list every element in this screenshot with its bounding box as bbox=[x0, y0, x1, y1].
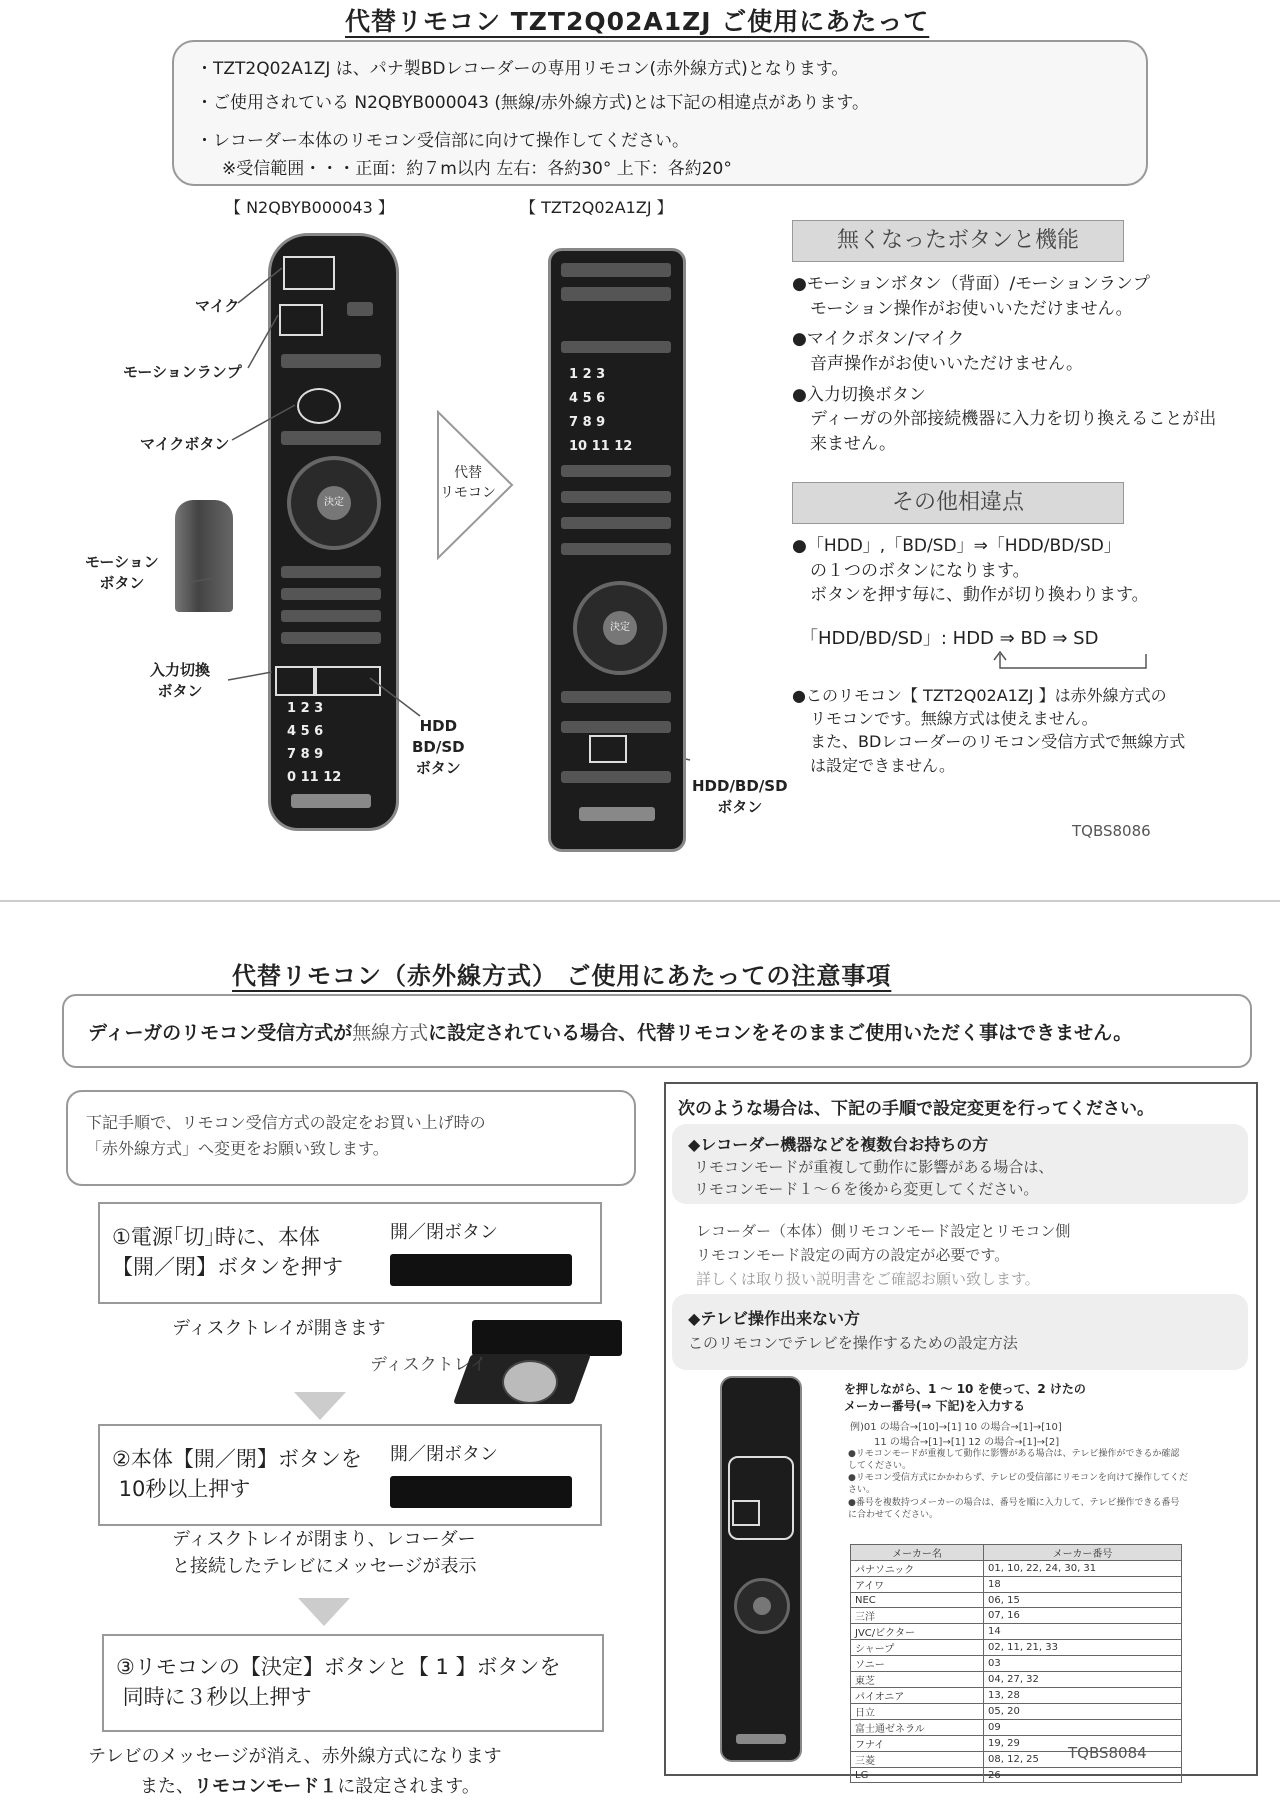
case-1-line: リモコンモード１～６を後から変更してください。 bbox=[694, 1180, 1039, 1198]
intro-line: 「赤外線方式」へ変更をお願い致します。 bbox=[86, 1139, 389, 1158]
maker-row bbox=[851, 1608, 1182, 1624]
down-arrow bbox=[298, 1598, 350, 1626]
label-mic-button: マイクボタン bbox=[140, 435, 230, 453]
case-1-box bbox=[672, 1124, 1248, 1204]
notice-line: ・ご使用されている N2QBYB000043 (無線/赤外線方式)とは下記の相違点があります。 bbox=[196, 93, 870, 113]
maker-col-header: メーカー名 bbox=[851, 1545, 984, 1561]
top-code: TQBS8086 bbox=[1072, 822, 1151, 840]
maker-row bbox=[851, 1704, 1182, 1720]
settings-panel bbox=[664, 1082, 1258, 1781]
maker-row bbox=[851, 1768, 1182, 1783]
tray-label: ディスクトレイ bbox=[370, 1355, 487, 1375]
step-2 bbox=[98, 1424, 602, 1526]
maker-row bbox=[851, 1672, 1182, 1688]
maker-name-cell: フナイ bbox=[851, 1736, 984, 1752]
maker-number-cell: 26 bbox=[984, 1768, 1182, 1783]
maker-name-cell: 三洋 bbox=[851, 1608, 984, 1624]
down-arrow bbox=[294, 1392, 346, 1420]
cycle-text: 「HDD/BD/SD」: HDD ⇒ BD ⇒ SD bbox=[800, 628, 1099, 649]
step-1-button-label: 開／閉ボタン bbox=[390, 1222, 498, 1243]
remote-tzt2q02a1zj: 1 2 3 4 5 6 7 8 9 10 11 12 決定 bbox=[548, 248, 686, 852]
hdd-bd-sd-highlight-right bbox=[589, 735, 627, 763]
tv-instruction-line: メーカー番号(⇒ 下記)を入力する bbox=[844, 1399, 1025, 1413]
section2-item2-text: また、BDレコーダーのリモコン受信方式で無線方式 bbox=[810, 732, 1186, 752]
maker-number-cell: 18 bbox=[984, 1577, 1182, 1593]
case-1-note: リモコンモード設定の両方の設定が必要です。 bbox=[696, 1246, 1010, 1264]
maker-name-cell: 日立 bbox=[851, 1704, 984, 1720]
maker-row bbox=[851, 1656, 1182, 1672]
section1-item-body: モーション操作がお使いいただけません。 bbox=[810, 298, 1133, 319]
maker-number-cell: 14 bbox=[984, 1624, 1182, 1640]
maker-row bbox=[851, 1624, 1182, 1640]
case-1-title: ◆レコーダー機器などを複数台お持ちの方 bbox=[688, 1135, 989, 1154]
case-1-note: レコーダー（本体）側リモコンモード設定とリモコン側 bbox=[696, 1222, 1071, 1240]
final-text-bold: リモコンモード１ bbox=[194, 1776, 338, 1797]
section1-item-body: 音声操作がお使いいただけません。 bbox=[810, 353, 1084, 374]
maker-number-cell: 01, 10, 22, 24, 30, 31 bbox=[984, 1561, 1182, 1577]
section1-item-head: ●マイクボタン/マイク bbox=[792, 329, 965, 350]
recorder-image bbox=[390, 1254, 572, 1286]
step-3 bbox=[102, 1634, 604, 1732]
maker-number-cell: 08, 12, 25 bbox=[984, 1752, 1182, 1768]
tv-notes bbox=[848, 1448, 1188, 1521]
maker-row bbox=[851, 1640, 1182, 1656]
tv-example-line: 例)01 の場合→[10]→[1] 10 の場合→[1]→[10] bbox=[850, 1422, 1062, 1433]
notice-line: ※受信範囲・・・正面：約７m以内 左右：各約30° 上下：各約20° bbox=[222, 159, 732, 179]
banner-text: に設定されている場合、代替リモコンをそのままご使用いただく事はできません。 bbox=[428, 1022, 1133, 1044]
final-text: に設定されます。 bbox=[337, 1776, 480, 1797]
maker-number-cell: 13, 28 bbox=[984, 1688, 1182, 1704]
section2-item2-head: ●このリモコン【 TZT2Q02A1ZJ 】は赤外線方式の bbox=[792, 686, 1167, 705]
section2-item2 bbox=[792, 684, 1232, 777]
recorder-image bbox=[390, 1476, 572, 1508]
label-hdd-bd-sd-left: HDD BD/SD ボタン bbox=[412, 717, 465, 777]
maker-name-cell: LG bbox=[851, 1768, 984, 1783]
top-title: 代替リモコン TZT2Q02A1ZJ ご使用にあたって bbox=[345, 7, 930, 36]
maker-number-cell: 09 bbox=[984, 1720, 1182, 1736]
tv-example bbox=[850, 1418, 1062, 1448]
final-line-2 bbox=[140, 1772, 480, 1798]
notice-line: ・レコーダー本体のリモコン受信部に向けて操作してください。 bbox=[196, 131, 689, 151]
maker-name-cell: パナソニック bbox=[851, 1561, 984, 1577]
bottom-code: TQBS8084 bbox=[1068, 1744, 1147, 1762]
maker-name-cell: 富士通ゼネラル bbox=[851, 1720, 984, 1736]
maker-row bbox=[851, 1720, 1182, 1736]
section1-item-head: ●入力切換ボタン bbox=[792, 384, 926, 405]
tv-note: ●番号を複数持つメーカーの場合は、番号を順に入力して、テレビ操作できる番号に合わせてください。 bbox=[848, 1497, 1180, 1520]
section1-item-head: ●モーションボタン（背面）/モーションランプ bbox=[792, 274, 1150, 294]
final-line: テレビのメッセージが消え、赤外線方式になります bbox=[88, 1746, 502, 1767]
label-motion-lamp: モーションランプ bbox=[123, 363, 242, 381]
step-2-button-label: 開／閉ボタン bbox=[390, 1444, 498, 1465]
maker-number-cell: 05, 20 bbox=[984, 1704, 1182, 1720]
section2-item1-head: ●「HDD」,「BD/SD」⇒「HDD/BD/SD」 bbox=[792, 536, 1121, 556]
case-2-line: このリモコンでテレビを操作するための設定方法 bbox=[688, 1334, 1018, 1352]
maker-name-cell: JVC/ビクター bbox=[851, 1624, 984, 1640]
tv-note: ●リモコン受信方式にかかわらず、テレビの受信部にリモコンを向けて操作してください。 bbox=[848, 1473, 1188, 1496]
arrow-text: 代替 リモコン bbox=[440, 465, 496, 501]
section2-item2-text: リモコンです。無線方式は使えません。 bbox=[810, 709, 1098, 729]
maker-number-cell: 19, 29 bbox=[984, 1736, 1182, 1752]
cycle-arrow bbox=[990, 648, 1150, 674]
banner-text: ディーガのリモコン受信方式が bbox=[88, 1022, 353, 1044]
small-remote bbox=[720, 1376, 802, 1762]
maker-number-cell: 04, 27, 32 bbox=[984, 1672, 1182, 1688]
notice-line: ・TZT2Q02A1ZJ は、パナ製BDレコーダーの専用リモコン(赤外線方式)となります。 bbox=[196, 59, 849, 79]
section2-title: その他相違点 bbox=[792, 482, 1124, 524]
maker-number-cell: 03 bbox=[984, 1656, 1182, 1672]
maker-name-cell: シャープ bbox=[851, 1640, 984, 1656]
final-text: また、 bbox=[140, 1776, 194, 1797]
maker-number-cell: 07, 16 bbox=[984, 1608, 1182, 1624]
tray-close-text: ディスクトレイが閉まり、レコーダー と接続したテレビにメッセージが表示 bbox=[172, 1529, 477, 1577]
bottom-title: 代替リモコン（赤外線方式） ご使用にあたっての注意事項 bbox=[232, 962, 892, 990]
maker-name-cell: 三菱 bbox=[851, 1752, 984, 1768]
step-1-text: ①電源｢切｣時に、本体 【開／閉】ボタンを押す bbox=[112, 1225, 343, 1280]
warning-banner bbox=[62, 994, 1252, 1068]
dpad: 決定 bbox=[287, 456, 381, 550]
maker-row bbox=[851, 1577, 1182, 1593]
step-3-text: ③リモコンの【決定】ボタンと【 1 】ボタンを 同時に３秒以上押す bbox=[116, 1655, 561, 1710]
case-2-title: ◆テレビ操作出来ない方 bbox=[688, 1309, 860, 1328]
step-1 bbox=[98, 1202, 602, 1304]
label-input-button: 入力切換 ボタン bbox=[150, 661, 211, 700]
maker-name-cell: 東芝 bbox=[851, 1672, 984, 1688]
banner-highlight: 無線方式 bbox=[352, 1022, 429, 1044]
tv-note: ●リモコンモードが重複して動作に影響がある場合は、テレビ操作ができるか確認してください。 bbox=[848, 1449, 1180, 1472]
maker-row bbox=[851, 1561, 1182, 1577]
case-1-line: リモコンモードが重複して動作に影響がある場合は、 bbox=[694, 1158, 1054, 1176]
label-motion-button: モーション ボタン bbox=[85, 553, 159, 592]
model-right: 【 TZT2Q02A1ZJ 】 bbox=[520, 198, 673, 217]
case-2-box bbox=[672, 1294, 1248, 1370]
case-1-note: 詳しくは取り扱い説明書をご確認お願い致します。 bbox=[696, 1270, 1040, 1288]
section1-title: 無くなったボタンと機能 bbox=[792, 220, 1124, 262]
maker-name-cell: アイワ bbox=[851, 1577, 984, 1593]
remote-n2qbyb000043: 決定 1 2 3 4 5 6 7 8 9 0 11 12 bbox=[268, 233, 399, 831]
model-left: 【 N2QBYB000043 】 bbox=[225, 198, 394, 217]
label-mic: マイク bbox=[195, 297, 240, 315]
panel-head: 次のような場合は、下記の手順で設定変更を行ってください。 bbox=[678, 1099, 1154, 1119]
tray-open-text: ディスクトレイが開きます bbox=[172, 1318, 386, 1339]
section2-item1-text: の１つのボタンになります。 bbox=[810, 560, 1030, 581]
maker-col-header: メーカー番号 bbox=[984, 1545, 1182, 1561]
maker-row bbox=[851, 1593, 1182, 1608]
section2-item1-text: ボタンを押す毎に、動作が切り換わります。 bbox=[810, 585, 1149, 606]
page-divider bbox=[0, 900, 1280, 902]
section1-list bbox=[792, 272, 1232, 456]
label-hdd-bd-sd-right: HDD/BD/SD ボタン bbox=[692, 777, 788, 816]
step-2-text: ②本体【開／閉】ボタンを 10秒以上押す bbox=[112, 1447, 362, 1502]
tv-instruction bbox=[844, 1380, 1144, 1414]
intro-line: 下記手順で、リモコン受信方式の設定をお買い上げ時の bbox=[86, 1113, 486, 1132]
maker-number-cell: 06, 15 bbox=[984, 1593, 1182, 1608]
dpad: 決定 bbox=[573, 581, 667, 675]
section2-item2-text: は設定できません。 bbox=[810, 755, 955, 775]
intro-box bbox=[66, 1090, 636, 1186]
tv-instruction-line: を押しながら、1 ～ 10 を使って、2 けたの bbox=[844, 1382, 1086, 1396]
maker-name-cell: ソニー bbox=[851, 1656, 984, 1672]
maker-row bbox=[851, 1688, 1182, 1704]
section2-list bbox=[792, 534, 1232, 608]
tv-example-line: 11 の場合→[1]→[1] 12 の場合→[1]→[2] bbox=[874, 1437, 1060, 1448]
section1-item-body: ディーガの外部接続機器に入力を切り換えることが出来ません。 bbox=[810, 409, 1217, 454]
maker-name-cell: NEC bbox=[851, 1593, 984, 1608]
maker-name-cell: パイオニア bbox=[851, 1688, 984, 1704]
maker-number-cell: 02, 11, 21, 33 bbox=[984, 1640, 1182, 1656]
tray-open-image bbox=[462, 1320, 630, 1410]
